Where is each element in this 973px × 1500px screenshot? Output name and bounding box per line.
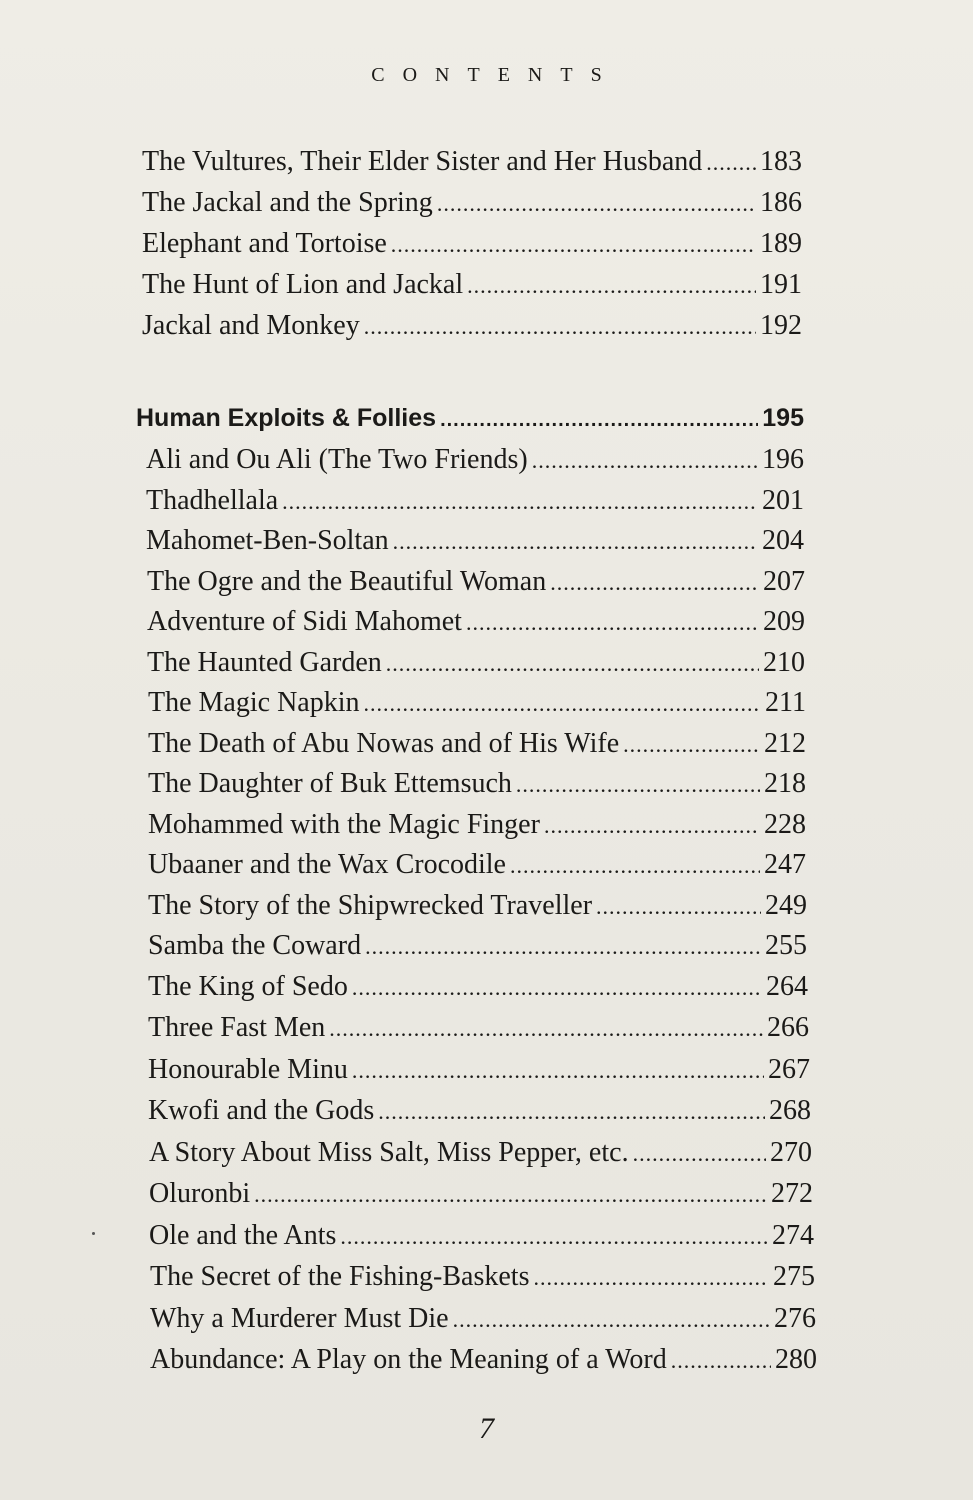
toc-entry [148, 971, 808, 1003]
section-heading [136, 404, 804, 433]
toc-entry-page: 212 [764, 728, 806, 759]
toc-entry-title: The Jackal and the Spring [142, 187, 433, 218]
toc-entry-page: 196 [762, 444, 804, 475]
toc-entry-page: 191 [760, 269, 802, 300]
leader-dots [532, 448, 758, 474]
toc-entry [147, 566, 805, 598]
toc-entry-page: 189 [760, 228, 802, 259]
toc-entry [148, 1095, 811, 1127]
toc-entry [142, 146, 802, 178]
toc-entry-page: 270 [770, 1137, 812, 1168]
toc-entry [148, 1012, 809, 1044]
toc-entry [149, 1178, 813, 1210]
toc-entry-page: 272 [771, 1178, 813, 1209]
toc-entry-title: The Vultures, Their Elder Sister and Her Husband [142, 146, 703, 177]
toc-entry-title: Why a Murderer Must Die [150, 1303, 449, 1334]
toc-entry-page: 192 [760, 310, 802, 341]
toc-entry-title: Samba the Coward [148, 930, 362, 961]
leader-dots [544, 813, 760, 839]
toc-entry [146, 485, 804, 517]
leader-dots [378, 1099, 765, 1125]
toc-entry-title: The Haunted Garden [147, 647, 382, 678]
toc-entry-page: 247 [764, 849, 806, 880]
leader-dots [282, 489, 758, 515]
toc-entry-title: A Story About Miss Salt, Miss Pepper, etc. [149, 1137, 629, 1168]
leader-dots [453, 1307, 770, 1333]
toc-entry-page: 211 [765, 687, 806, 718]
leader-dots [352, 1058, 764, 1084]
toc-entry-title: Honourable Minu [148, 1054, 348, 1085]
toc-entry-title: The Hunt of Lion and Jackal [142, 269, 464, 300]
toc-entry-page: 276 [774, 1303, 816, 1334]
leader-dots [340, 1224, 768, 1250]
toc-entry-title: The Magic Napkin [148, 687, 360, 718]
toc-entry-title: The Death of Abu Nowas and of His Wife [148, 728, 620, 759]
leader-dots [510, 853, 760, 879]
toc-entry-title: Mahomet-Ben-Soltan [146, 525, 389, 556]
leader-dots [393, 529, 758, 555]
page-number: 7 [479, 1412, 494, 1445]
toc-entry-page: 183 [760, 146, 802, 177]
toc-entry-page: 280 [775, 1344, 817, 1375]
toc-entry-page: 268 [769, 1095, 811, 1126]
toc-entry [148, 809, 806, 841]
toc-entry-page: 267 [768, 1054, 810, 1085]
leader-dots [596, 894, 761, 920]
toc-entry-title: Jackal and Monkey [142, 310, 360, 341]
toc-entry [142, 269, 802, 301]
toc-entry [147, 647, 805, 679]
toc-entry-title: The Daughter of Buk Ettemsuch [148, 768, 512, 799]
leader-dots [516, 772, 760, 798]
toc-entry-title: Abundance: A Play on the Meaning of a Word [150, 1344, 667, 1375]
toc-entry [147, 606, 805, 638]
leader-dots [533, 1265, 769, 1291]
toc-entry [148, 890, 807, 922]
toc-entry-title: The King of Sedo [148, 971, 348, 1002]
toc-entry-title: Thadhellala [146, 485, 279, 516]
leader-dots [437, 191, 756, 217]
toc-entry [148, 687, 806, 719]
toc-entry-title: Oluronbi [149, 1178, 251, 1209]
page-header: CONTENTS [371, 64, 620, 86]
toc-entry-page: 186 [760, 187, 802, 218]
leader-dots [550, 570, 759, 596]
toc-entry [148, 849, 806, 881]
toc-entry-title: The Secret of the Fishing-Baskets [150, 1261, 530, 1292]
toc-entry-title: Ali and Ou Ali (The Two Friends) [146, 444, 528, 475]
leader-dots [365, 934, 761, 960]
toc-entry-page: 274 [772, 1220, 814, 1251]
toc-entry [148, 728, 806, 760]
toc-entry [146, 525, 804, 557]
toc-entry-title: Ubaaner and the Wax Crocodile [148, 849, 506, 880]
toc-entry [150, 1261, 815, 1293]
toc-entry-page: 255 [765, 930, 807, 961]
toc-entry-page: 266 [767, 1012, 809, 1043]
toc-entry-title: Adventure of Sidi Mahomet [147, 606, 462, 637]
leader-dots [671, 1348, 771, 1374]
leader-dots [391, 232, 756, 258]
toc-entry-page: 210 [763, 647, 805, 678]
toc-entry [148, 768, 806, 800]
leader-dots [623, 732, 760, 758]
section-page: 195 [762, 404, 804, 432]
leader-dots [329, 1016, 763, 1042]
toc-entry-page: 209 [763, 606, 805, 637]
toc-entry-title: The Story of the Shipwrecked Traveller [148, 890, 593, 921]
leader-dots [254, 1182, 767, 1208]
leader-dots [364, 314, 756, 340]
toc-entry-title: Three Fast Men [148, 1012, 326, 1043]
toc-entry-title: Ole and the Ants [149, 1220, 337, 1251]
leader-dots [440, 409, 758, 432]
toc-entry [142, 310, 802, 342]
toc-entry [146, 444, 804, 476]
toc-entry-title: Mohammed with the Magic Finger [148, 809, 540, 840]
toc-entry-page: 207 [763, 566, 805, 597]
toc-entry [148, 930, 807, 962]
toc-entry [150, 1303, 816, 1335]
toc-entry [142, 228, 802, 260]
leader-dots [386, 651, 759, 677]
toc-entry-page: 275 [773, 1261, 815, 1292]
toc-entry-title: Elephant and Tortoise [142, 228, 387, 259]
leader-dots [352, 975, 762, 1001]
toc-entry [149, 1137, 812, 1169]
toc-entry-page: 204 [762, 525, 804, 556]
leader-dots [633, 1141, 766, 1167]
leader-dots [706, 150, 756, 176]
leader-dots [466, 610, 759, 636]
leader-dots [364, 691, 762, 717]
section-title: Human Exploits & Follies [136, 404, 437, 432]
paper-speck [92, 1232, 95, 1235]
toc-entry [150, 1344, 817, 1376]
toc-entry-page: 201 [762, 485, 804, 516]
toc-entry-page: 264 [766, 971, 808, 1002]
toc-entry-page: 249 [765, 890, 807, 921]
leader-dots [467, 273, 756, 299]
toc-entry-page: 228 [764, 809, 806, 840]
toc-entry-title: Kwofi and the Gods [148, 1095, 375, 1126]
toc-entry [142, 187, 802, 219]
toc-entry [148, 1054, 810, 1086]
toc-entry-page: 218 [764, 768, 806, 799]
toc-entry-title: The Ogre and the Beautiful Woman [147, 566, 547, 597]
toc-entry [149, 1220, 814, 1252]
